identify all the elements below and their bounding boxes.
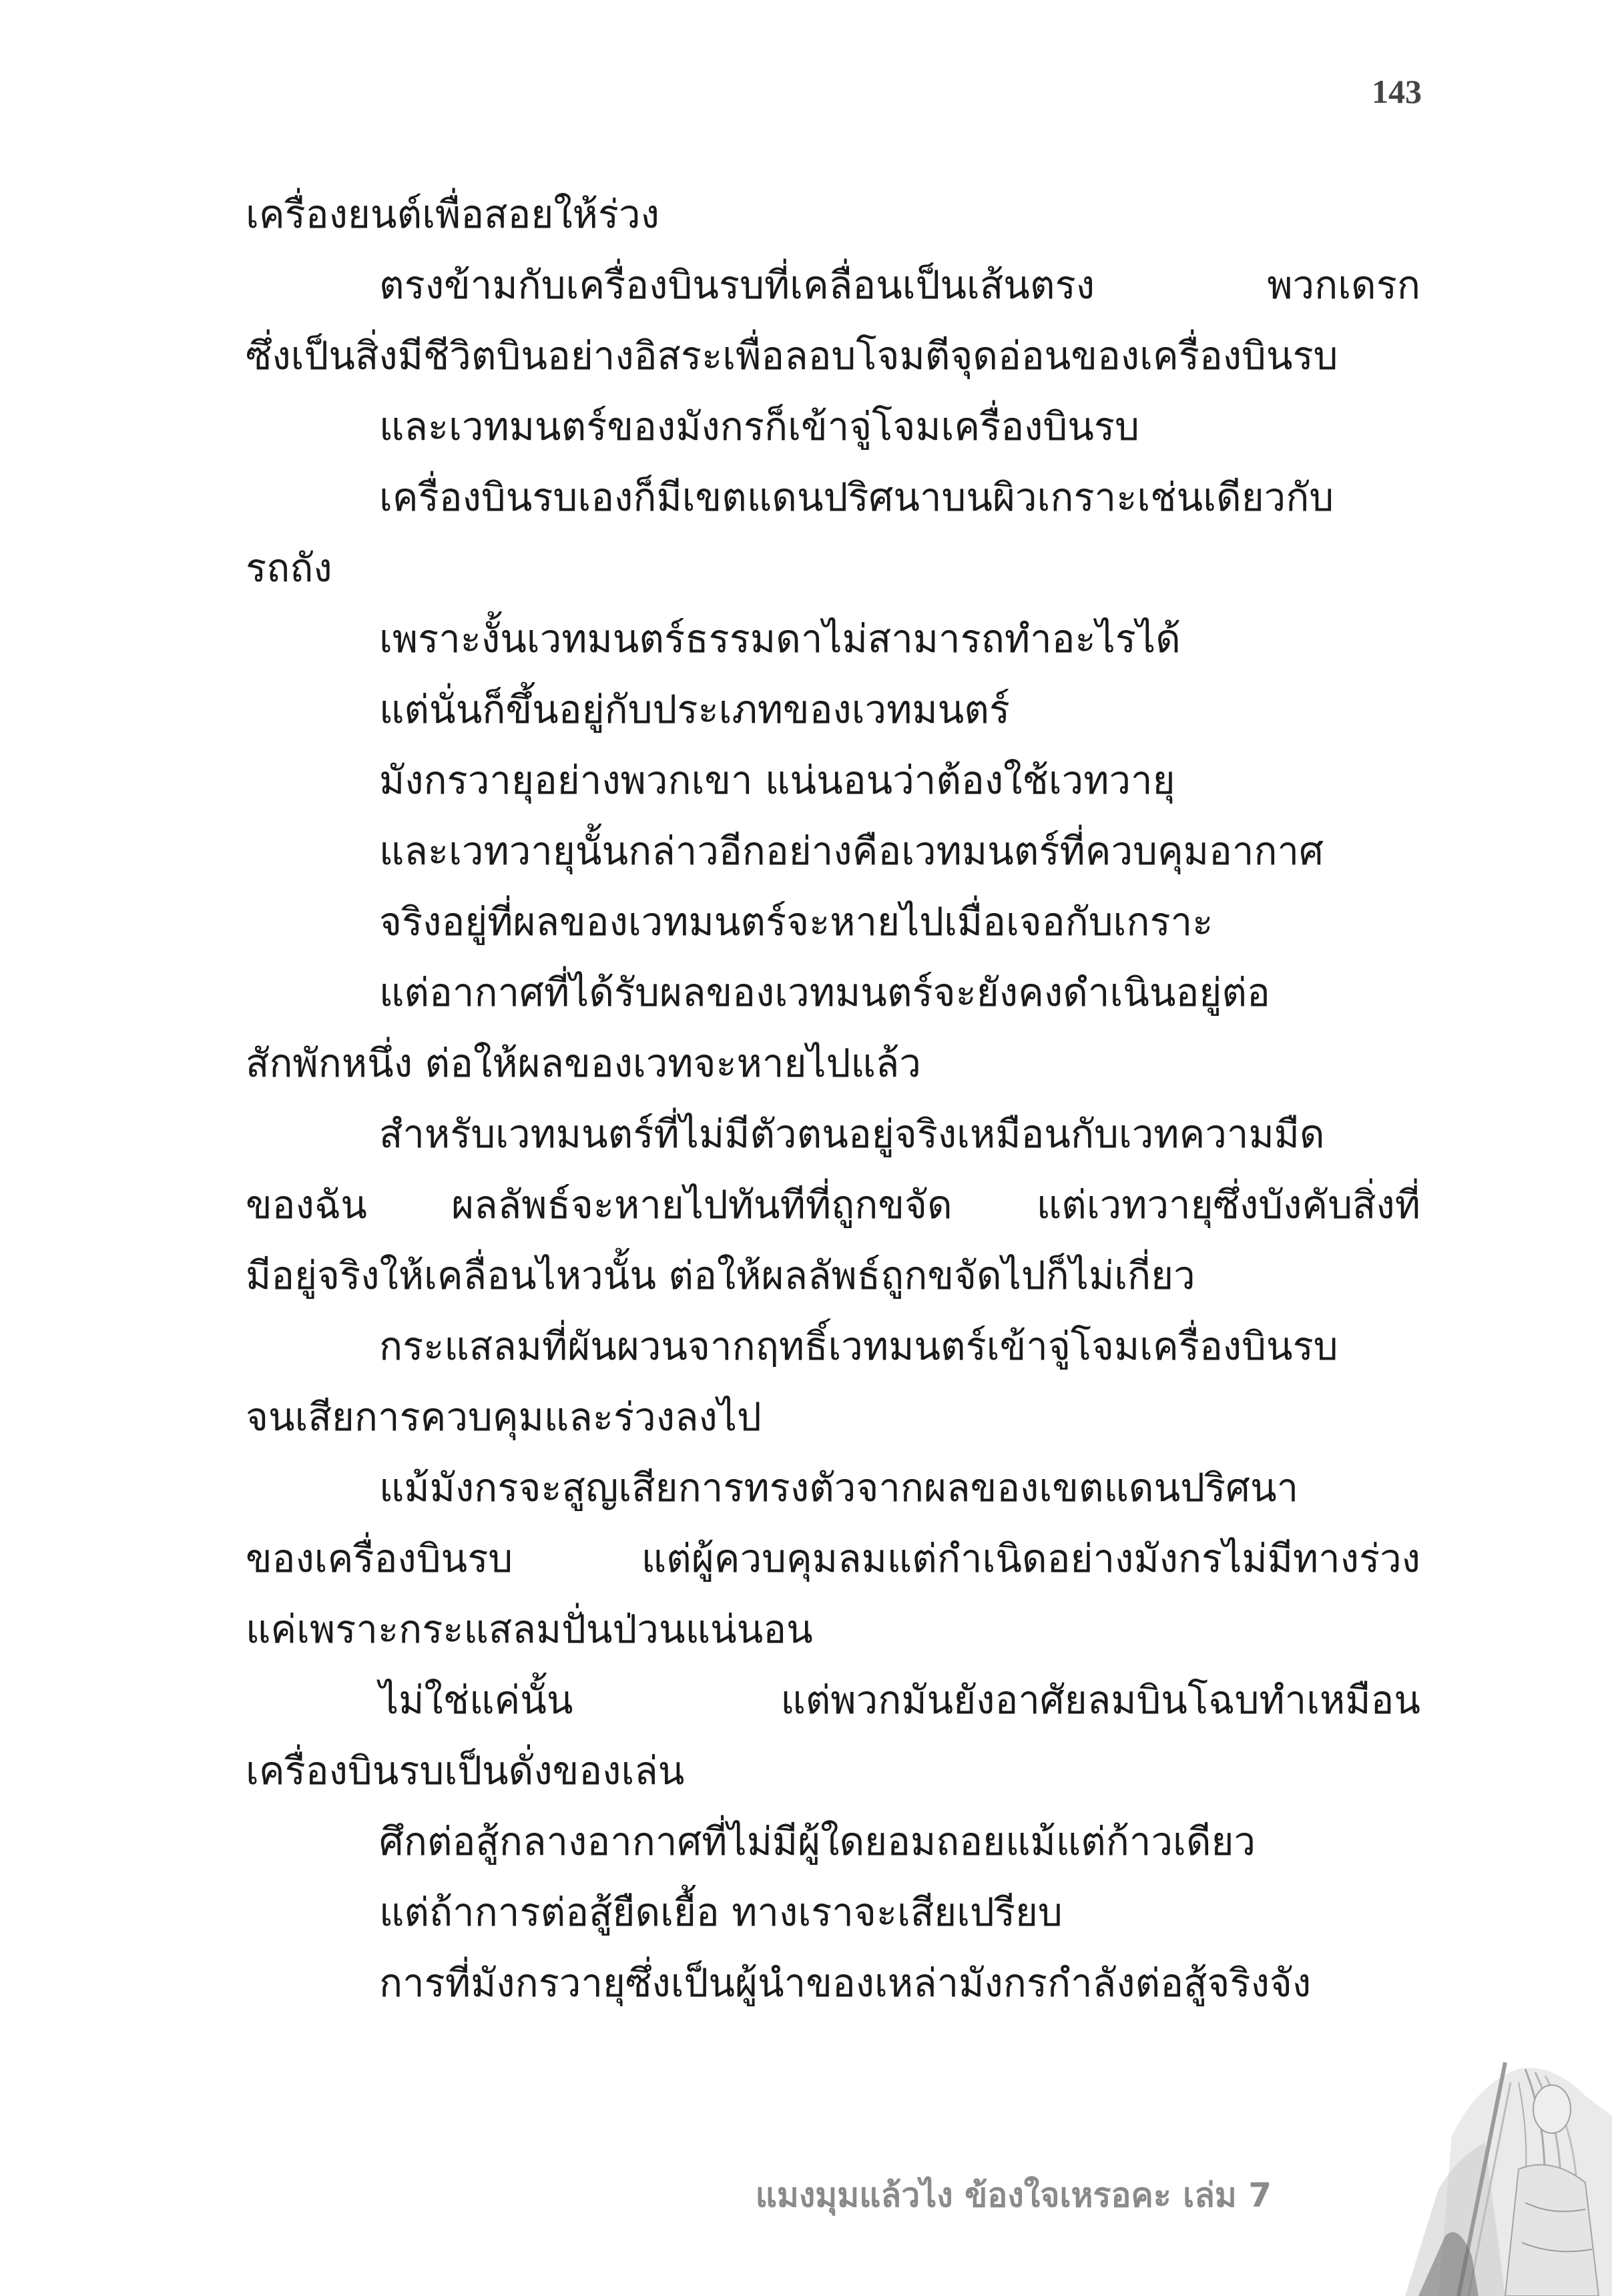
character-sketch-illustration <box>1238 2056 1612 2296</box>
text-line: ของเครื่องบินรบ แต่ผู้ควบคุมลมแต่กำเนิดอย่างมังกรไม่มีทางร่วง <box>246 1536 1420 1581</box>
footer-book-title: แมงมุมแล้วไง ข้องใจเหรอคะ เล่ม 7 <box>755 2176 1272 2215</box>
text-line: จริงอยู่ที่ผลของเวทมนตร์จะหายไปเมื่อเจอกับเกราะ <box>379 899 1214 944</box>
text-line: ตรงข้ามกับเครื่องบินรบที่เคลื่อนเป็นเส้นตรง พวกเดรก <box>379 262 1420 308</box>
text-line: เพราะงั้นเวทมนตร์ธรรมดาไม่สามารถทำอะไรได้ <box>379 616 1181 661</box>
text-line: และเวทวายุนั้นกล่าวอีกอย่างคือเวทมนตร์ที่ควบคุมอากาศ <box>379 828 1324 874</box>
body-text <box>246 179 1420 2018</box>
text-line: ของฉัน ผลลัพธ์จะหายไปทันทีที่ถูกขจัด แต่เวทวายุซึ่งบังคับสิ่งที่ <box>246 1182 1420 1227</box>
text-line: เครื่องยนต์เพื่อสอยให้ร่วง <box>246 192 659 237</box>
text-line: เครื่องบินรบเองก็มีเขตแดนปริศนาบนผิวเกราะเช่นเดียวกับ <box>379 475 1334 520</box>
text-line: แม้มังกรจะสูญเสียการทรงตัวจากผลของเขตแดนปริศนา <box>379 1465 1299 1510</box>
text-line: และเวทมนตร์ของมังกรก็เข้าจู่โจมเครื่องบินรบ <box>379 404 1139 449</box>
text-line: มีอยู่จริงให้เคลื่อนไหวนั้น ต่อให้ผลลัพธ์ถูกขจัดไปก็ไม่เกี่ยว <box>246 1253 1195 1298</box>
page-number: 143 <box>1372 73 1422 110</box>
text-line: ไม่ใช่แค่นั้น แต่พวกมันยังอาศัยลมบินโฉบทำเหมือน <box>379 1677 1420 1723</box>
text-line: แต่อากาศที่ได้รับผลของเวทมนตร์จะยังคงดำเนินอยู่ต่อ <box>379 970 1270 1015</box>
text-line: แต่นั่นก็ขึ้นอยู่กับประเภทของเวทมนตร์ <box>379 687 1011 732</box>
text-line: เครื่องบินรบเป็นดั่งของเล่น <box>246 1748 685 1793</box>
text-line: แค่เพราะกระแสลมปั่นป่วนแน่นอน <box>246 1607 813 1652</box>
text-line: ซึ่งเป็นสิ่งมีชีวิตบินอย่างอิสระเพื่อลอบโจมตีจุดอ่อนของเครื่องบินรบ <box>246 333 1338 378</box>
text-line: สักพักหนึ่ง ต่อให้ผลของเวทจะหายไปแล้ว <box>246 1041 921 1086</box>
text-line: มังกรวายุอย่างพวกเขา แน่นอนว่าต้องใช้เวทวายุ <box>379 758 1175 803</box>
text-line: การที่มังกรวายุซึ่งเป็นผู้นำของเหล่ามังกรกำลังต่อสู้จริงจัง <box>379 1960 1312 2006</box>
text-line: ศึกต่อสู้กลางอากาศที่ไม่มีผู้ใดยอมถอยแม้แต่ก้าวเดียว <box>379 1819 1256 1864</box>
text-line: สำหรับเวทมนตร์ที่ไม่มีตัวตนอยู่จริงเหมือนกับเวทความมืด <box>379 1111 1325 1157</box>
text-line: จนเสียการควบคุมและร่วงลงไป <box>246 1394 762 1440</box>
text-line: กระแสลมที่ผันผวนจากฤทธิ์เวทมนตร์เข้าจู่โจมเครื่องบินรบ <box>379 1324 1338 1369</box>
text-line: แต่ถ้าการต่อสู้ยืดเยื้อ ทางเราจะเสียเปรียบ <box>379 1890 1063 1935</box>
text-line: รถถัง <box>246 545 332 591</box>
